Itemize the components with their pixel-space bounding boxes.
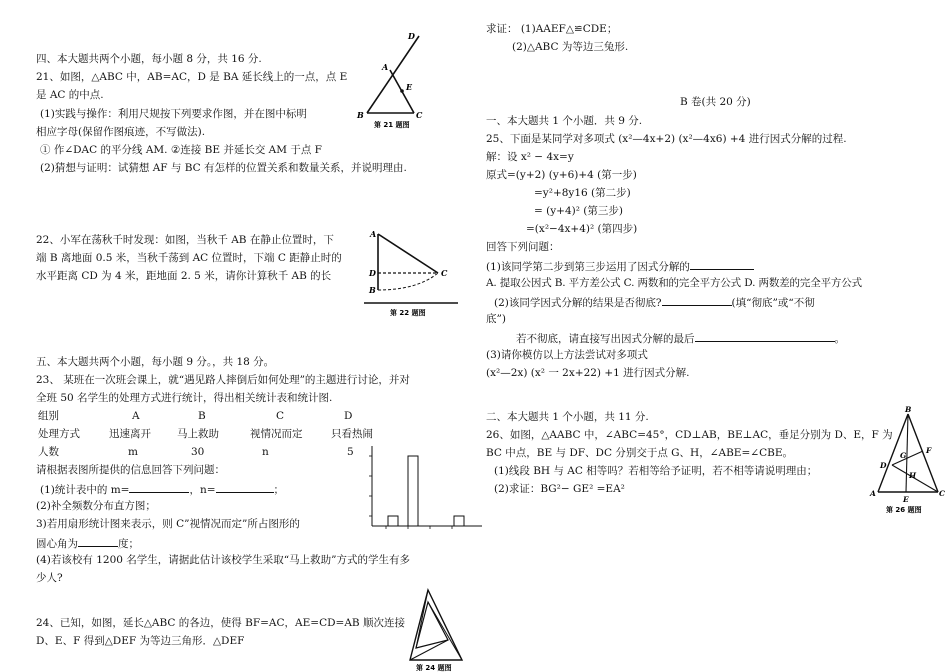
swing-arc [378,273,438,290]
section-5-header: 五、本大题共两个小题，每小题 9 分。，共 18 分。 [36,356,275,368]
q22-line-2: 端 B 离地面 0.5 米，当秋千荡到 AC 位置时，下端 C 距静止时的 [36,252,342,264]
answer-blank-m[interactable] [129,481,189,493]
label-c: C [441,268,448,278]
section-4-header: 四、本大题共两个小题，每小题 8 分，共 16 分. [36,53,262,65]
q23-1-prefix: (1)统计表中的 m= [40,484,130,496]
bar-b [408,456,418,526]
label-a: A [382,62,389,72]
q21-line-5: ① 作∠DAC 的平分线 AM. ②连接 BE 并延长交 AM 于点 F [40,144,322,156]
label-b: B [369,285,376,295]
q23-line-7 [36,535,139,551]
table-cell: n [262,446,269,458]
b-section-2-header: 二、本大题共 1 个小题，共 11 分. [486,411,649,423]
q23-line-9: 少人? [36,572,63,584]
q25-line-5: = (y+4)² (第三步) [534,205,623,217]
q25-line-2: 解：设 x² − 4x=y [486,151,574,163]
q23-table-row-method [0,427,480,441]
table-cell: 视情况而定 [250,428,303,440]
point-e [400,89,404,93]
bar-a [388,516,398,526]
answer-blank-n[interactable] [216,481,274,493]
label-h: H [909,471,917,480]
line-bc [908,414,938,492]
q23-1-mid: ，n= [189,484,216,496]
figure-26 [868,404,948,516]
table-cell: 迅速离开 [109,428,151,440]
q23-line-4 [40,481,284,497]
label-c: C [939,489,945,498]
table-cell: D [344,410,353,422]
bar-d [454,516,464,526]
label-a: A [870,489,876,498]
q23-line-5: (2)补全频数分布直方图； [36,500,156,512]
ext-line [410,640,448,660]
q23-1-suffix: ； [273,484,285,496]
table-cell: 只看热闹 [331,428,373,440]
q23-line-6: 3)若用扇形统计图来表示，则 C”视情况而定”所占图形的 [36,518,300,530]
q25-line-6: =(x²−4x+4)² (第四步) [526,223,638,235]
label-d: D [408,31,415,41]
answer-blank-final[interactable] [695,330,835,342]
ext-line [416,590,428,648]
label-e: E [903,495,909,504]
q22-line-1: 22、小军在荡秋千时发现：如图，当秋千 AB 在静止位置时，下 [36,234,334,246]
table-cell: C [276,410,285,422]
table-cell: 处理方式 [38,428,80,440]
q25-line-10 [494,294,815,310]
q25-line-9: A. 提取公因式 B. 平方差公式 C. 两数和的完全平方公式 D. 两数差的完全平方公式 [486,277,862,289]
q25-1-text: (1)该同学第二步到第三步运用了因式分解的 [486,261,690,273]
figure-24 [404,584,468,672]
proof-item-2: (2)△ABC 为等边三兔形. [512,41,629,53]
label-g: G [900,451,907,460]
table-cell: 30 [191,446,205,458]
q26-line-3: (1)线段 BH 与 AC 相等吗？若相等给予证明，若不相等请说明理由； [494,465,818,477]
figure-21 [350,30,440,130]
q25-2b-prefix: 若不彻底，请直接写出因式分解的最后 [516,333,695,345]
b-section-1-header: 一、本大题共 1 个小题．共 9 分. [486,115,643,127]
q23-table-row-group [0,409,480,423]
q23-3-suffix: 度； [118,538,139,550]
q25-2-prefix: (2)该同学因式分解的结果是否彻底? [494,297,662,309]
q21-line-3: (1)实践与操作：利用尺规按下列要求作图，并在图中标明 [40,108,307,120]
label-e: E [406,82,413,92]
answer-blank-thorough[interactable] [662,294,732,306]
b-volume-title: B 卷(共 20 分) [680,96,751,108]
figure-26-caption: 第 26 题图 [886,506,922,514]
q25-line-4: =y²+8y16 (第二步) [534,187,631,199]
ext-line [428,602,462,660]
table-cell: 组别 [38,410,59,422]
q25-line-1: 25、下面是某同学对多项式 (x²—4x+2) (x²—4x6) +4 进行因式分解的过程. [486,133,847,145]
q25-line-3: 原式=(y+2) (y+6)+4 (第一步) [486,169,637,181]
table-cell: B [198,410,206,422]
label-b: B [905,405,912,414]
q25-line-8 [486,258,754,274]
q25-line-14: (x²—2x) (x² 一 2x+22) +1 进行因式分解. [486,367,690,379]
label-a: A [370,229,377,239]
q21-line-6: (2)猜想与证明：试猜想 AF 与 BC 有怎样的位置关系和数量关系，并说明理由. [40,162,407,174]
table-cell: A [132,410,140,422]
q23-line-8: (4)若该校有 1200 名学生，请据此估计该校学生采取“马上救助”方式的学生有多 [36,554,411,566]
q21-line-2: 是 AC 的中点. [36,89,104,101]
q24-line-2: D、E、F 得到△DEF 为等边三角形．△DEF [36,635,245,647]
label-d: D [880,461,887,470]
q23-line-3: 请根据表图所提供的信息回答下列问题： [36,464,225,476]
table-cell: 马上救助 [177,428,219,440]
label-d: D [369,268,376,278]
proof-header: 求证： (1)AAEF△≌CDE； [486,23,618,35]
label-c: C [416,110,423,120]
q26-line-2: BC 中点，BE 与 DF、DC 分别交于点 G、H，∠ABE=∠CBE。 [486,447,793,459]
q25-2-suffix: (填“彻底”或“不彻 [731,297,815,309]
q23-histogram [362,440,486,532]
q23-3-prefix: 圆心角为 [36,538,78,550]
answer-blank-method[interactable] [690,258,754,270]
figure-22-caption: 第 22 题图 [390,309,426,317]
q22-line-3: 水平距离 CD 为 4 米，距地面 2. 5 米，请你计算秋千 AB 的长 [36,270,332,282]
q23-line-2: 全班 50 名学生的处理方式进行统计，得出相关统计表和统计图. [36,392,333,404]
q24-line-1: 24、已知，如图，延长△ABC 的各边，使得 BF=AC，AE=CD=AB 顺次连接 [36,617,405,629]
line-ac [378,234,438,273]
label-b: B [357,110,364,120]
table-cell: 人数 [38,446,59,458]
triangle-def [410,590,462,660]
q23-line-1: 23、 某班在一次班会课上，就“遇见路人摔倒后如何处理”的主题进行讨论，并对 [36,374,410,386]
label-f: F [926,446,932,455]
q25-line-13: (3)请你模仿以上方法尝试对多项式 [486,349,648,361]
q21-line-1: 21、如图，△ABC 中，AB=AC，D 是 BA 延长线上的一点，点 E [36,71,348,83]
table-cell: 5 [347,446,354,458]
figure-21-caption: 第 21 题图 [374,121,410,129]
q25-line-7: 回答下列问题： [486,241,560,253]
q25-line-11: 底”) [486,313,506,325]
q26-line-4: (2)求证：BG²− GE² =EA² [494,483,625,495]
figure-22 [362,224,462,320]
table-cell: m [128,446,138,458]
q25-line-12 [516,330,845,346]
q25-2b-suffix: 。 [834,333,845,345]
q26-line-1: 26、如图，△AABC 中，∠ABC=45°，CD⊥AB，BE⊥AC，垂足分别为 D、E，F 为 [486,429,893,441]
q21-line-4: 相应字母(保留作图痕迹，不写做法). [36,126,206,138]
figure-24-caption: 第 24 题图 [416,664,452,672]
answer-blank-angle[interactable] [78,535,118,547]
